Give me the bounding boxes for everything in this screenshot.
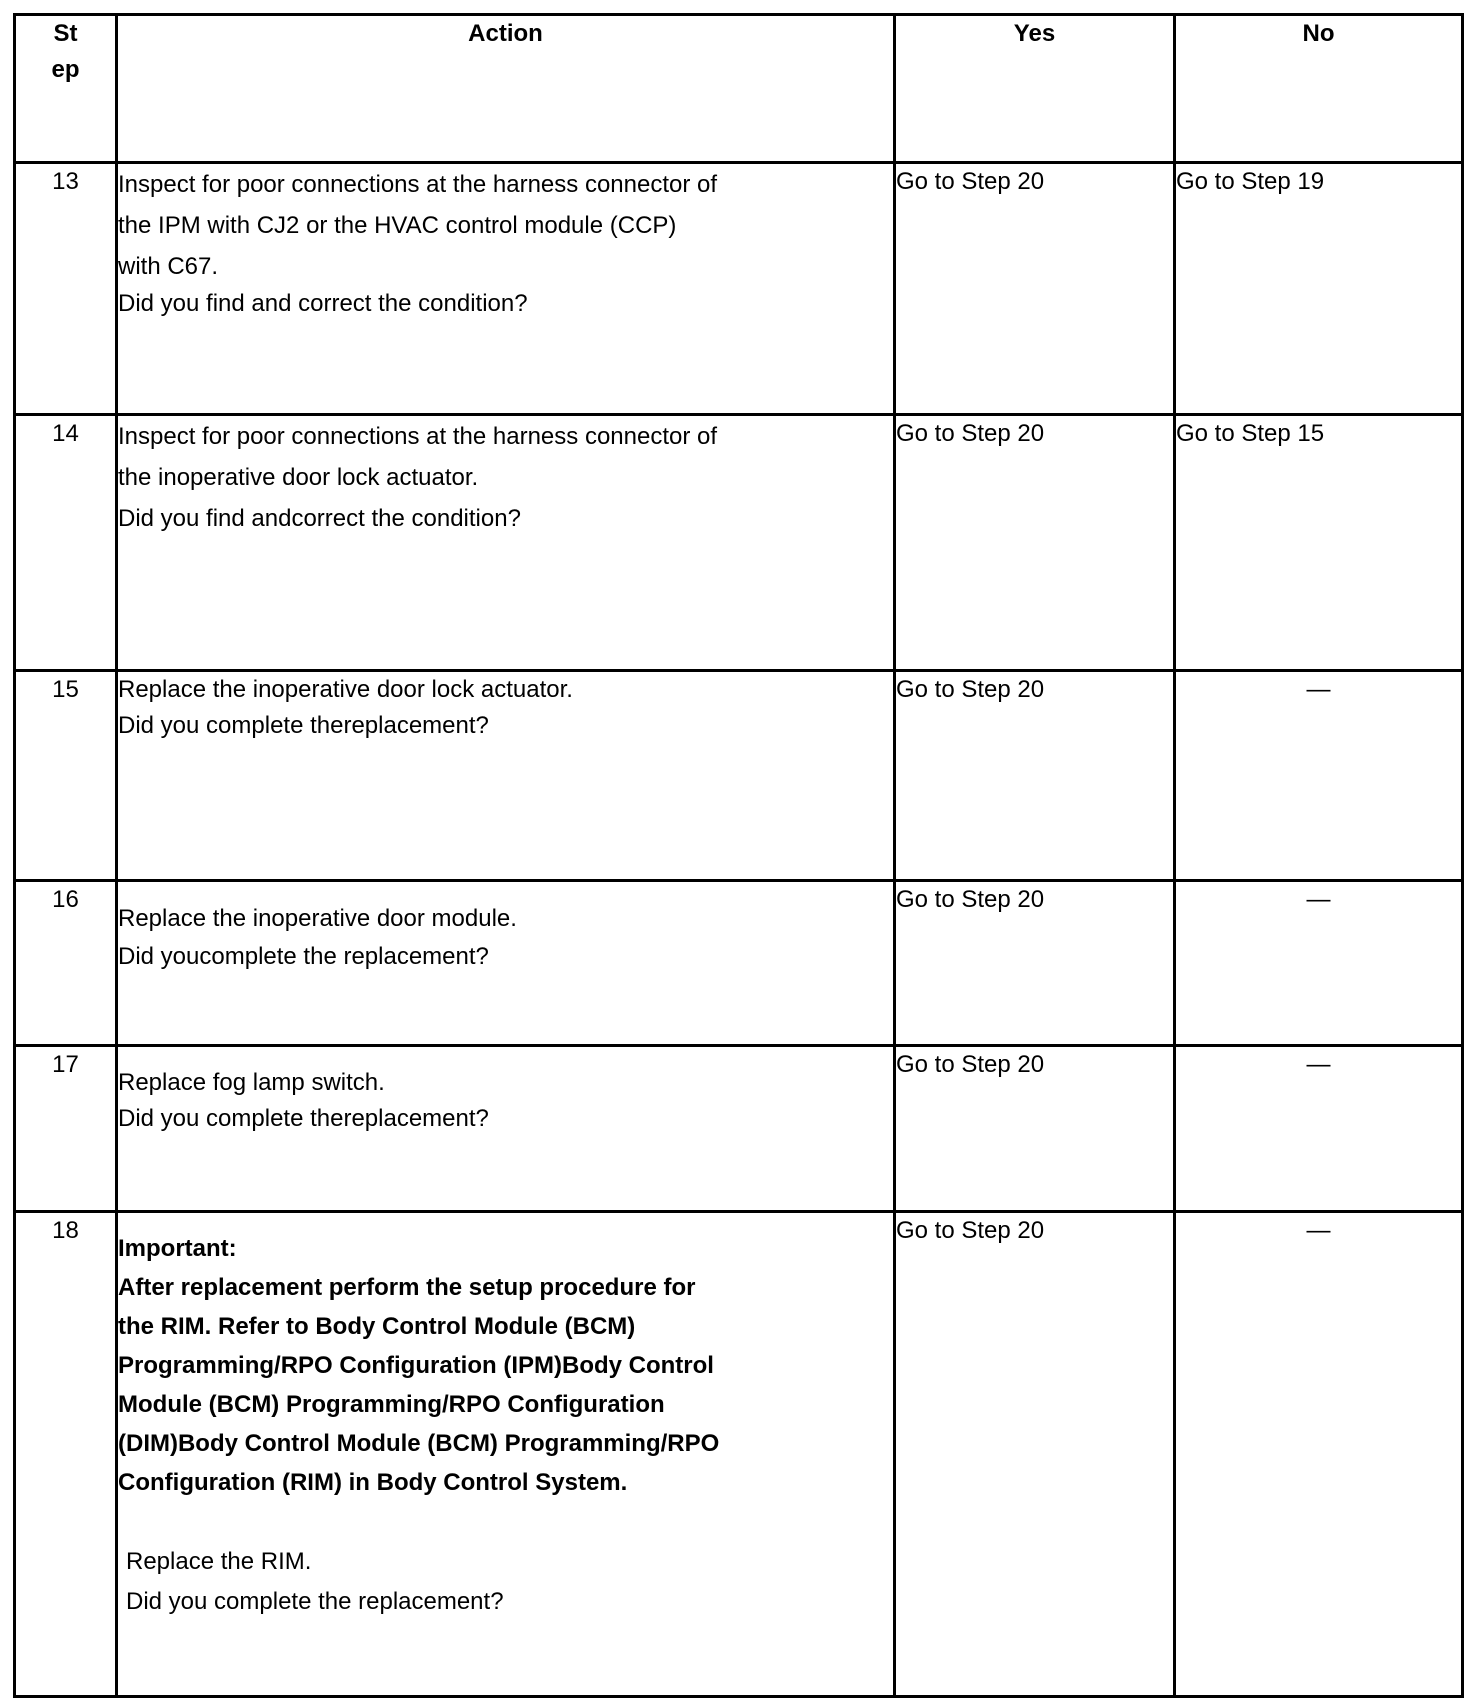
table-row-step-14 bbox=[15, 415, 1463, 671]
action-cell bbox=[117, 671, 895, 881]
action-cell bbox=[117, 1212, 895, 1697]
table-row-step-17 bbox=[15, 1046, 1463, 1212]
important-line: Module (BCM) Programming/RPO Configuration bbox=[118, 1391, 665, 1418]
step-number: 15 bbox=[15, 671, 117, 881]
important-label: Important: bbox=[118, 1235, 237, 1262]
no-cell: — bbox=[1175, 1046, 1463, 1212]
no-cell: — bbox=[1175, 1212, 1463, 1697]
header-step bbox=[15, 15, 117, 163]
action-line: with C67. bbox=[118, 253, 219, 280]
action-line: Replace the inoperative door module. bbox=[118, 905, 517, 932]
action-line: Did you complete thereplacement? bbox=[118, 1105, 489, 1132]
yes-cell: Go to Step 20 bbox=[895, 671, 1175, 881]
table-row-step-13 bbox=[15, 163, 1463, 415]
action-line: Inspect for poor connections at the harness connector of bbox=[118, 423, 718, 450]
yes-cell: Go to Step 20 bbox=[895, 415, 1175, 671]
action-cell bbox=[117, 163, 895, 415]
table-row-step-18 bbox=[15, 1212, 1463, 1697]
action-line: the IPM with CJ2 or the HVAC control module (CCP) bbox=[118, 212, 677, 239]
action-line: Inspect for poor connections at the harness connector of bbox=[118, 171, 718, 198]
no-cell: — bbox=[1175, 881, 1463, 1046]
action-line: Replace fog lamp switch. bbox=[118, 1069, 385, 1096]
no-cell: Go to Step 15 bbox=[1175, 415, 1463, 671]
header-no: No bbox=[1175, 15, 1463, 163]
table-row-step-15 bbox=[15, 671, 1463, 881]
action-line: Did youcomplete the replacement? bbox=[118, 943, 489, 970]
important-line: Configuration (RIM) in Body Control System. bbox=[118, 1469, 628, 1496]
step-number: 17 bbox=[15, 1046, 117, 1212]
diagnostic-steps-table bbox=[13, 13, 1464, 1698]
yes-cell: Go to Step 20 bbox=[895, 163, 1175, 415]
header-yes: Yes bbox=[895, 15, 1175, 163]
table-header-row bbox=[15, 15, 1463, 163]
step-number: 14 bbox=[15, 415, 117, 671]
action-line: the inoperative door lock actuator. bbox=[118, 464, 479, 491]
step-number: 16 bbox=[15, 881, 117, 1046]
header-step-line-2: ep bbox=[51, 56, 80, 83]
yes-cell: Go to Step 20 bbox=[895, 881, 1175, 1046]
action-cell bbox=[117, 1046, 895, 1212]
no-cell: — bbox=[1175, 671, 1463, 881]
important-note bbox=[118, 1268, 893, 1502]
yes-cell: Go to Step 20 bbox=[895, 1046, 1175, 1212]
header-step-line-1: St bbox=[53, 20, 78, 47]
action-line: Did you complete thereplacement? bbox=[118, 712, 489, 739]
action-line: Did you find and correct the condition? bbox=[118, 290, 528, 317]
table-row-step-16 bbox=[15, 881, 1463, 1046]
action-instructions bbox=[118, 1542, 893, 1622]
yes-cell: Go to Step 20 bbox=[895, 1212, 1175, 1697]
action-line: Did you find andcorrect the condition? bbox=[118, 505, 521, 532]
important-line: (DIM)Body Control Module (BCM) Programming/RPO bbox=[118, 1430, 720, 1457]
step-number: 18 bbox=[15, 1212, 117, 1697]
important-line: Programming/RPO Configuration (IPM)Body Control bbox=[118, 1352, 714, 1379]
no-cell: Go to Step 19 bbox=[1175, 163, 1463, 415]
action-line: Replace the RIM. bbox=[126, 1548, 312, 1575]
action-cell bbox=[117, 881, 895, 1046]
action-line: Did you complete the replacement? bbox=[126, 1588, 504, 1615]
header-action: Action bbox=[117, 15, 895, 163]
action-cell bbox=[117, 415, 895, 671]
step-number: 13 bbox=[15, 163, 117, 415]
action-line: Replace the inoperative door lock actuator. bbox=[118, 676, 573, 703]
important-line: the RIM. Refer to Body Control Module (BCM) bbox=[118, 1313, 636, 1340]
important-line: After replacement perform the setup procedure for bbox=[118, 1274, 696, 1301]
